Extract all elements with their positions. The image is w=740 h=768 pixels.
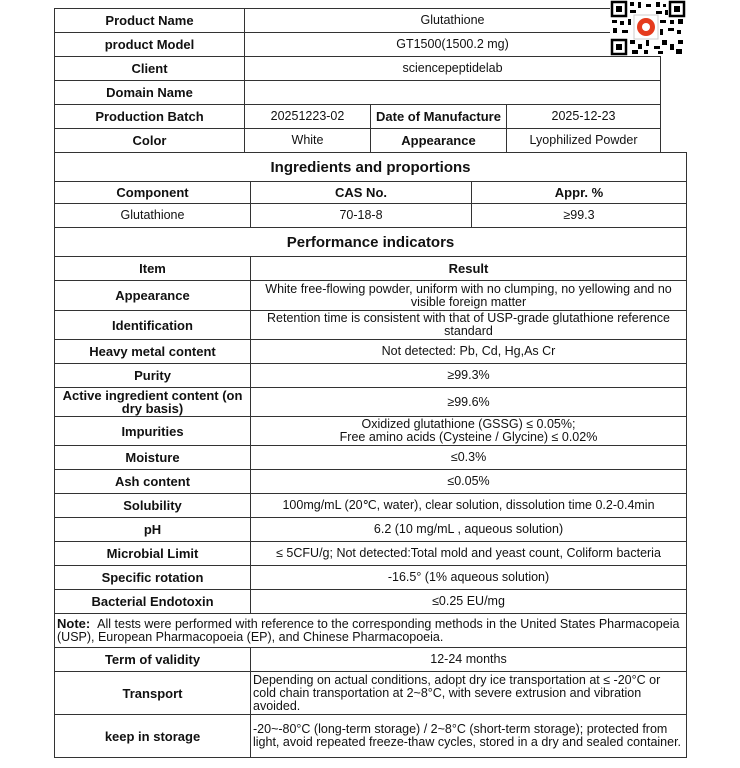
date-of-manufacture-label: Date of Manufacture	[371, 105, 507, 129]
note-row	[55, 614, 687, 648]
production-batch-label: Production Batch	[55, 105, 245, 129]
perf-result: 100mg/mL (20℃, water), clear solution, dissolution time 0.2-0.4min	[251, 494, 687, 518]
ingredient-component: Glutathione	[55, 204, 251, 228]
perf-item: Solubility	[55, 494, 251, 518]
storage-value: -20~-80°C (long-term storage) / 2~8°C (short-term storage); protected from light, avoid repeated freeze-thaw cycles, stored in a dry and sealed container.	[251, 715, 687, 758]
perf-item: pH	[55, 518, 251, 542]
perf-result: Retention time is consistent with that of USP-grade glutathione reference standard	[251, 311, 687, 340]
perf-result: -16.5° (1% aqueous solution)	[251, 566, 687, 590]
perf-item: Identification	[55, 311, 251, 340]
performance-header-item: Item	[55, 257, 251, 281]
perf-result: White free-flowing powder, uniform with no clumping, no yellowing and no visible foreign matter	[251, 281, 687, 311]
perf-item: Active ingredient content (on dry basis)	[55, 388, 251, 417]
perf-result: Not detected: Pb, Cd, Hg,As Cr	[251, 340, 687, 364]
product-name-value: Glutathione	[245, 9, 661, 33]
storage-label: keep in storage	[55, 715, 251, 758]
note-text: All tests were performed with reference to the corresponding methods in the United States Pharmacopeia (USP), European Pharmacopoeia (EP), and Chinese Pharmacopoeia.	[57, 617, 680, 644]
product-info-table	[54, 8, 661, 153]
transport-value: Depending on actual conditions, adopt dry ice transportation at ≤ -20°C or cold chain transportation at 2~8°C, with severe extrusion and vibration avoided.	[251, 672, 687, 715]
transport-label: Transport	[55, 672, 251, 715]
perf-result: Oxidized glutathione (GSSG) ≤ 0.05%; Free amino acids (Cysteine / Glycine) ≤ 0.02%	[251, 417, 687, 446]
note-label: Note:	[57, 616, 91, 631]
perf-result: ≥99.3%	[251, 364, 687, 388]
perf-result: ≤ 5CFU/g; Not detected:Total mold and yeast count, Coliform bacteria	[251, 542, 687, 566]
product-name-label: Product Name	[55, 9, 245, 33]
appearance-value: Lyophilized Powder	[507, 129, 661, 153]
perf-result: ≤0.05%	[251, 470, 687, 494]
production-batch-value: 20251223-02	[245, 105, 371, 129]
perf-item: Bacterial Endotoxin	[55, 590, 251, 614]
main-spec-table	[54, 152, 687, 758]
qr-code-icon	[610, 0, 686, 56]
perf-item: Specific rotation	[55, 566, 251, 590]
perf-item: Ash content	[55, 470, 251, 494]
color-value: White	[245, 129, 371, 153]
perf-result: ≤0.3%	[251, 446, 687, 470]
client-label: Client	[55, 57, 245, 81]
perf-item: Moisture	[55, 446, 251, 470]
ingredient-percent: ≥99.3	[472, 204, 687, 228]
product-model-label: product Model	[55, 33, 245, 57]
validity-label: Term of validity	[55, 648, 251, 672]
ingredients-header-percent: Appr. %	[472, 182, 687, 204]
client-value: sciencepeptidelab	[245, 57, 661, 81]
perf-item: Appearance	[55, 281, 251, 311]
perf-result: ≥99.6%	[251, 388, 687, 417]
perf-result: ≤0.25 EU/mg	[251, 590, 687, 614]
performance-header-result: Result	[251, 257, 687, 281]
appearance-label: Appearance	[371, 129, 507, 153]
performance-title: Performance indicators	[55, 228, 687, 257]
ingredient-cas: 70-18-8	[251, 204, 472, 228]
qr-code	[610, 0, 686, 56]
perf-item: Purity	[55, 364, 251, 388]
perf-item: Heavy metal content	[55, 340, 251, 364]
color-label: Color	[55, 129, 245, 153]
domain-name-label: Domain Name	[55, 81, 245, 105]
perf-item: Impurities	[55, 417, 251, 446]
ingredients-title: Ingredients and proportions	[55, 153, 687, 182]
product-model-value: GT1500(1500.2 mg)	[245, 33, 661, 57]
domain-name-value	[245, 81, 661, 105]
perf-item: Microbial Limit	[55, 542, 251, 566]
date-of-manufacture-value: 2025-12-23	[507, 105, 661, 129]
validity-value: 12-24 months	[251, 648, 687, 672]
ingredients-header-component: Component	[55, 182, 251, 204]
perf-result: 6.2 (10 mg/mL , aqueous solution)	[251, 518, 687, 542]
ingredients-header-cas: CAS No.	[251, 182, 472, 204]
